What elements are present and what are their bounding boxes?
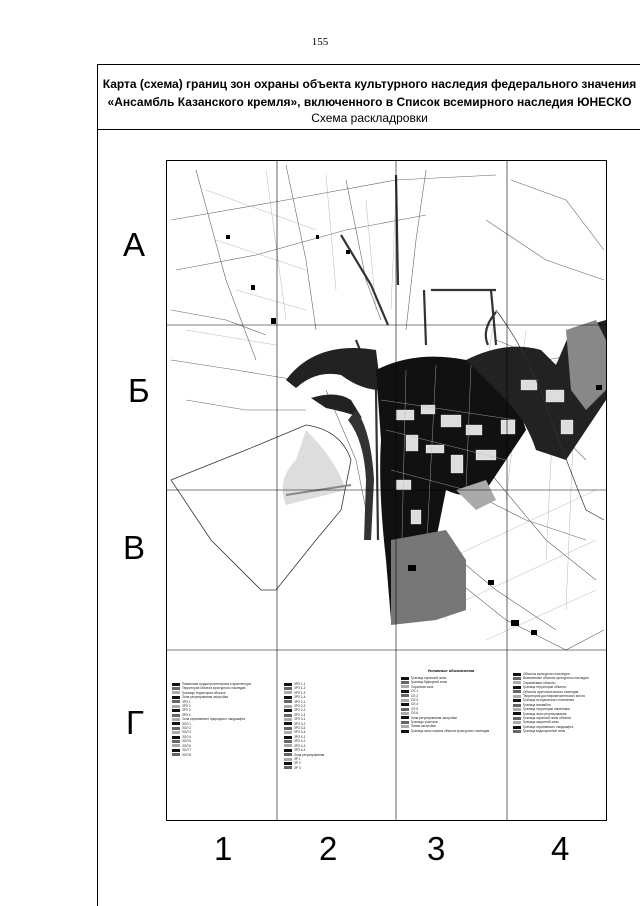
legend-item-label: ЗРЗ 2-2 bbox=[294, 704, 306, 709]
map-header bbox=[98, 65, 640, 130]
legend-swatch bbox=[284, 766, 292, 769]
legend-swatch bbox=[172, 740, 180, 743]
legend-swatch bbox=[401, 708, 409, 711]
legend-item bbox=[513, 729, 603, 733]
legend-item-label: ЗРЗ 2-4 bbox=[294, 712, 306, 717]
legend-item-label: Зона регулирования bbox=[294, 752, 325, 757]
legend-item-label: ЗРЗ 4-4 bbox=[294, 748, 306, 753]
legend-item-label: ЗРЗ 2-3 bbox=[294, 708, 306, 713]
legend-item-label: Граница зоны охраны объекта культурного наследия bbox=[411, 728, 490, 733]
legend-swatch bbox=[513, 717, 521, 720]
legend-item bbox=[284, 766, 390, 770]
legend-item-label: ЗОЛ 4 bbox=[182, 734, 192, 739]
legend-item-label: Территория достопримечательного места bbox=[523, 694, 585, 699]
legend-panel-3 bbox=[401, 668, 501, 818]
legend-swatch bbox=[284, 758, 292, 761]
legend-swatch bbox=[513, 677, 521, 680]
legend-item-label: ЗРЗ 1 bbox=[182, 699, 191, 704]
legend-swatch bbox=[284, 736, 292, 739]
legend-item-label: ЗРЗ 3-4 bbox=[294, 730, 306, 735]
legend-swatch bbox=[172, 753, 180, 756]
row-label-b: Б bbox=[128, 372, 150, 409]
legend-swatch bbox=[401, 721, 409, 724]
legend-swatch bbox=[284, 753, 292, 756]
legend-item-label: ЗОЛ 1 bbox=[182, 721, 192, 726]
legend-item-label: ЗР 3 bbox=[294, 765, 301, 770]
legend-swatch bbox=[284, 744, 292, 747]
legend-swatch bbox=[513, 704, 521, 707]
map-title-line2: «Ансамбль Казанского кремля», включенного в Список всемирного наследия ЮНЕСКО bbox=[107, 95, 632, 109]
legend-swatch bbox=[172, 696, 180, 699]
legend-swatch bbox=[401, 716, 409, 719]
legend-swatch bbox=[513, 686, 521, 689]
legend-item-label: ОЗ 3 bbox=[411, 698, 419, 703]
legend-swatch bbox=[172, 691, 180, 694]
legend-swatch bbox=[513, 708, 521, 711]
legend-item-label: ЗР 1 bbox=[294, 756, 301, 761]
legend-item-label: Границы территории объекта bbox=[182, 690, 226, 695]
legend-swatch bbox=[284, 762, 292, 765]
legend-swatch bbox=[284, 705, 292, 708]
legend-swatch bbox=[284, 714, 292, 717]
legend-item-label: Границы участков bbox=[411, 720, 438, 725]
legend-item-label: Охраняемые объекты bbox=[523, 680, 556, 685]
legend-swatch bbox=[401, 694, 409, 697]
page-number: 155 bbox=[311, 36, 329, 48]
legend-swatch bbox=[172, 705, 180, 708]
legend-item-label: Зона охраняемого природного ландшафта bbox=[182, 717, 246, 722]
legend-swatch bbox=[284, 700, 292, 703]
legend-item-label: ЗОЛ 5 bbox=[182, 739, 192, 744]
legend-swatch bbox=[284, 683, 292, 686]
map-title-line1: Карта (схема) границ зон охраны объекта культурного наследия федерального значения bbox=[102, 77, 637, 91]
legend-item-label: Линия застройки bbox=[411, 724, 436, 729]
row-label-g: Г bbox=[126, 704, 144, 741]
column-label-1: 1 bbox=[214, 830, 233, 867]
protection-zone-south bbox=[391, 530, 466, 625]
legend-item-label: ЗРЗ 2 bbox=[182, 704, 191, 709]
legend-swatch bbox=[401, 699, 409, 702]
legend-swatch bbox=[284, 696, 292, 699]
legend-swatch bbox=[172, 700, 180, 703]
legend-item-label: Граница территории объекта bbox=[523, 685, 566, 690]
legend-swatch bbox=[172, 714, 180, 717]
legend-item-label: ЗРЗ 1-3 bbox=[294, 690, 306, 695]
legend-swatch bbox=[172, 731, 180, 734]
map-subtitle: Схема раскладровки bbox=[311, 111, 428, 125]
legend-item-label: ЗОЛ 3 bbox=[182, 730, 192, 735]
column-label-3: 3 bbox=[427, 830, 446, 867]
row-label-v: В bbox=[123, 529, 146, 566]
legend-swatch bbox=[284, 709, 292, 712]
legend-item-label: Памятники градостроительства и архитектуры bbox=[182, 682, 252, 686]
legend-swatch bbox=[284, 691, 292, 694]
legend-swatch bbox=[172, 718, 180, 721]
legend-item-label: ЗОЛ 6 bbox=[182, 743, 192, 748]
legend-item-label: ЗРЗ 3 bbox=[182, 708, 191, 713]
legend-item-label: Граница охранной зоны bbox=[411, 676, 447, 680]
legend-swatch bbox=[513, 673, 521, 676]
legend-swatch bbox=[284, 718, 292, 721]
legend-item-label: ЗРЗ 3-2 bbox=[294, 721, 306, 726]
legend-item-label: ЗРЗ 1-1 bbox=[294, 682, 306, 686]
legend-swatch bbox=[284, 727, 292, 730]
legend-item-label: Зона регулирования застройки bbox=[411, 715, 457, 720]
legend-item-label: Граница территории памятника bbox=[523, 707, 570, 712]
legend-swatch bbox=[513, 726, 521, 729]
legend-item-label: ЗОЛ 7 bbox=[182, 748, 192, 753]
legend-item bbox=[401, 729, 501, 733]
legend-swatch bbox=[172, 683, 180, 686]
legend-swatch bbox=[401, 690, 409, 693]
zoning-map bbox=[166, 160, 607, 821]
legend-swatch bbox=[284, 749, 292, 752]
legend-item-label: Выявленные объекты культурного наследия bbox=[523, 676, 589, 681]
legend-item-label: Объекты археологического наследия bbox=[523, 689, 579, 694]
legend-item-label: ЗРЗ 3-3 bbox=[294, 726, 306, 731]
legend-swatch bbox=[401, 725, 409, 728]
legend-swatch bbox=[172, 709, 180, 712]
legend-item-label: ОЗ 5 bbox=[411, 706, 419, 711]
legend-panel-2 bbox=[284, 682, 390, 817]
legend-item-label: Зона регулирования застройки bbox=[182, 695, 228, 700]
legend-swatch bbox=[513, 712, 521, 715]
legend-swatch bbox=[513, 699, 521, 702]
legend-swatch bbox=[172, 749, 180, 752]
legend-swatch bbox=[172, 687, 180, 690]
legend-swatch bbox=[284, 740, 292, 743]
legend-swatch bbox=[401, 677, 409, 680]
legend-swatch bbox=[513, 721, 521, 724]
legend-swatch bbox=[401, 703, 409, 706]
legend-swatch bbox=[172, 744, 180, 747]
legend-item-label: ЗРЗ 1-2 bbox=[294, 686, 306, 691]
legend-item-label: Граница охранной зоны объекта bbox=[523, 716, 571, 721]
legend-item-label: Граница охраняемого ландшафта bbox=[523, 724, 574, 729]
legend-item-label: Граница исторического поселения bbox=[523, 698, 574, 703]
legend-swatch bbox=[172, 736, 180, 739]
legend-item-label: Граница ансамбля bbox=[523, 702, 551, 707]
legend-swatch bbox=[513, 681, 521, 684]
legend-swatch bbox=[172, 722, 180, 725]
legend-swatch bbox=[513, 730, 521, 733]
legend-item-label: ЗРЗ 1-4 bbox=[294, 695, 306, 700]
legend-swatch bbox=[401, 712, 409, 715]
legend-item bbox=[172, 753, 272, 757]
legend-swatch bbox=[284, 731, 292, 734]
legend-item-label: ЗОЛ 2 bbox=[182, 726, 192, 731]
legend-item-label: ОЗ 1 bbox=[411, 689, 419, 694]
legend-swatch bbox=[284, 687, 292, 690]
legend-item-label: ЗРЗ 4-2 bbox=[294, 739, 306, 744]
legend-item-label: Объекты культурного наследия bbox=[523, 672, 570, 676]
legend-item-label: ЗРЗ 4-3 bbox=[294, 743, 306, 748]
legend-item-label: ЗРЗ 4-1 bbox=[294, 734, 306, 739]
column-label-4: 4 bbox=[551, 830, 570, 867]
legend-title: Условные обозначения bbox=[427, 668, 475, 673]
legend-item-label: Граница буферной зоны bbox=[411, 680, 448, 685]
legend-item-label: ЗОЛ 8 bbox=[182, 752, 192, 757]
legend-item-label: Граница зоны регулирования bbox=[523, 711, 567, 716]
legend-item-label: ЗРЗ 3-1 bbox=[294, 717, 306, 722]
legend-swatch bbox=[284, 722, 292, 725]
legend-item-label: ОЗ 2 bbox=[411, 693, 419, 698]
legend-item-label: Граница защитной зоны bbox=[523, 720, 559, 725]
legend-item-label: ЗР 2 bbox=[294, 761, 301, 766]
legend-panel-4 bbox=[513, 672, 603, 818]
legend-swatch bbox=[401, 730, 409, 733]
legend-item-label: Территория объекта культурного наследия bbox=[182, 686, 246, 691]
row-label-a: А bbox=[123, 226, 146, 263]
column-label-2: 2 bbox=[319, 830, 338, 867]
legend-swatch bbox=[513, 695, 521, 698]
legend-item-label: Охранная зона bbox=[411, 684, 434, 689]
legend-item-label: Граница водоохранной зоны bbox=[523, 729, 566, 734]
legend-swatch bbox=[172, 727, 180, 730]
legend-swatch bbox=[513, 690, 521, 693]
legend-item-label: ЗРЗ 4 bbox=[182, 712, 191, 717]
legend-panel-1 bbox=[172, 682, 272, 817]
legend-item-label: ЗРЗ 2-1 bbox=[294, 699, 306, 704]
legend-item-label: ОЗ 6 bbox=[411, 711, 419, 716]
legend-swatch bbox=[401, 685, 409, 688]
legend-swatch bbox=[401, 681, 409, 684]
legend-item-label: ОЗ 4 bbox=[411, 702, 419, 707]
